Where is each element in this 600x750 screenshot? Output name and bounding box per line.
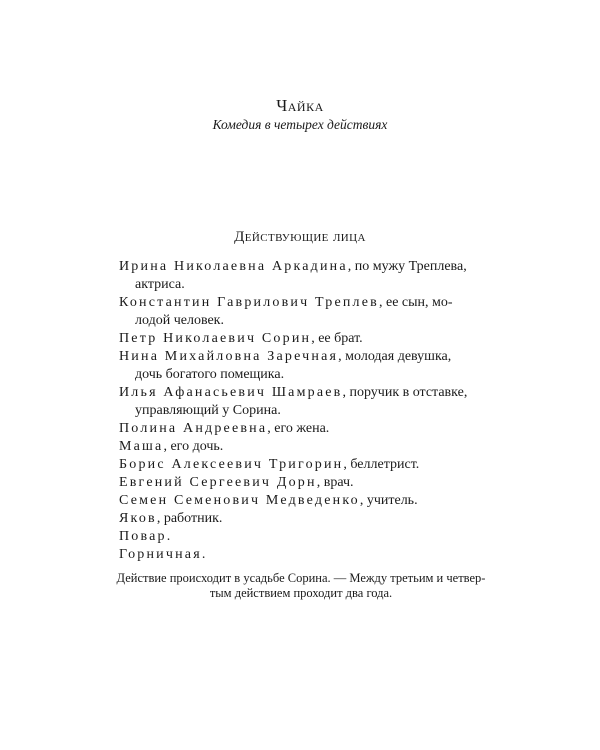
play-subtitle: Комедия в четырех действиях	[212, 117, 388, 132]
character-name: Ирина Николаевна Аркадина	[119, 259, 348, 274]
cast-entry-sorin	[119, 330, 489, 348]
cast-entry-dorn	[119, 474, 489, 492]
character-description: , учитель.	[359, 493, 418, 508]
cast-entry-masha	[119, 438, 489, 456]
character-description: , его дочь.	[163, 439, 224, 454]
character-description: , его жена.	[267, 421, 330, 436]
character-name: Петр Николаевич Сорин	[119, 331, 312, 346]
character-name: Борис Алексеевич Тригорин	[119, 457, 344, 472]
character-description: , ее брат.	[311, 331, 363, 346]
character-description: , молодая девушка,	[338, 349, 452, 364]
character-name: Яков	[119, 511, 157, 526]
character-name: Горничная	[119, 547, 202, 562]
character-description-continued: дочь богатого помещика.	[135, 367, 285, 382]
cast-entry-trigorin	[119, 456, 489, 474]
character-description: , работник.	[156, 511, 223, 526]
stage-note	[112, 571, 490, 601]
character-description: , беллетрист.	[343, 457, 420, 472]
character-name: Нина Михайловна Заречная	[119, 349, 339, 364]
character-name: Маша	[119, 439, 164, 454]
cast-entry-zarechnaya	[119, 348, 489, 384]
cast-entry-yakov	[119, 510, 489, 528]
cast-entry-povar	[119, 528, 489, 546]
character-name: Константин Гаврилович Треплев	[119, 295, 379, 310]
character-description-continued: актриса.	[135, 277, 185, 292]
stage-note-line-1: Действие происходит в усадьбе Сорина. — Между третьим и четвер-	[116, 571, 486, 585]
cast-entry-polina	[119, 420, 489, 438]
character-description-continued: управляющий у Сорина.	[135, 403, 281, 418]
cast-entry-treplev	[119, 294, 489, 330]
character-description: .	[201, 547, 206, 562]
cast-entry-medvedenko	[119, 492, 489, 510]
play-title: Чайка	[276, 96, 324, 115]
character-description-continued: лодой человек.	[135, 313, 224, 328]
character-description: , поручик в отставке,	[342, 385, 468, 400]
character-description: .	[166, 529, 171, 544]
character-description: , врач.	[316, 475, 354, 490]
cast-entry-arkadina	[119, 258, 489, 294]
character-description: , ее сын, мо-	[378, 295, 453, 310]
character-name: Евгений Сергеевич Дорн	[119, 475, 317, 490]
cast-entry-shamraev	[119, 384, 489, 420]
character-name: Семен Семенович Медведенко	[119, 493, 360, 508]
cast-list	[119, 258, 489, 564]
cast-heading: Действующие лица	[234, 229, 366, 245]
stage-note-line-2: тым действием проходит два года.	[209, 586, 393, 600]
character-description: , по мужу Треплева,	[347, 259, 467, 274]
cast-entry-gornichnaya	[119, 546, 489, 564]
character-name: Полина Андреевна	[119, 421, 268, 436]
character-name: Повар	[119, 529, 167, 544]
character-name: Илья Афанасьевич Шамраев	[119, 385, 343, 400]
